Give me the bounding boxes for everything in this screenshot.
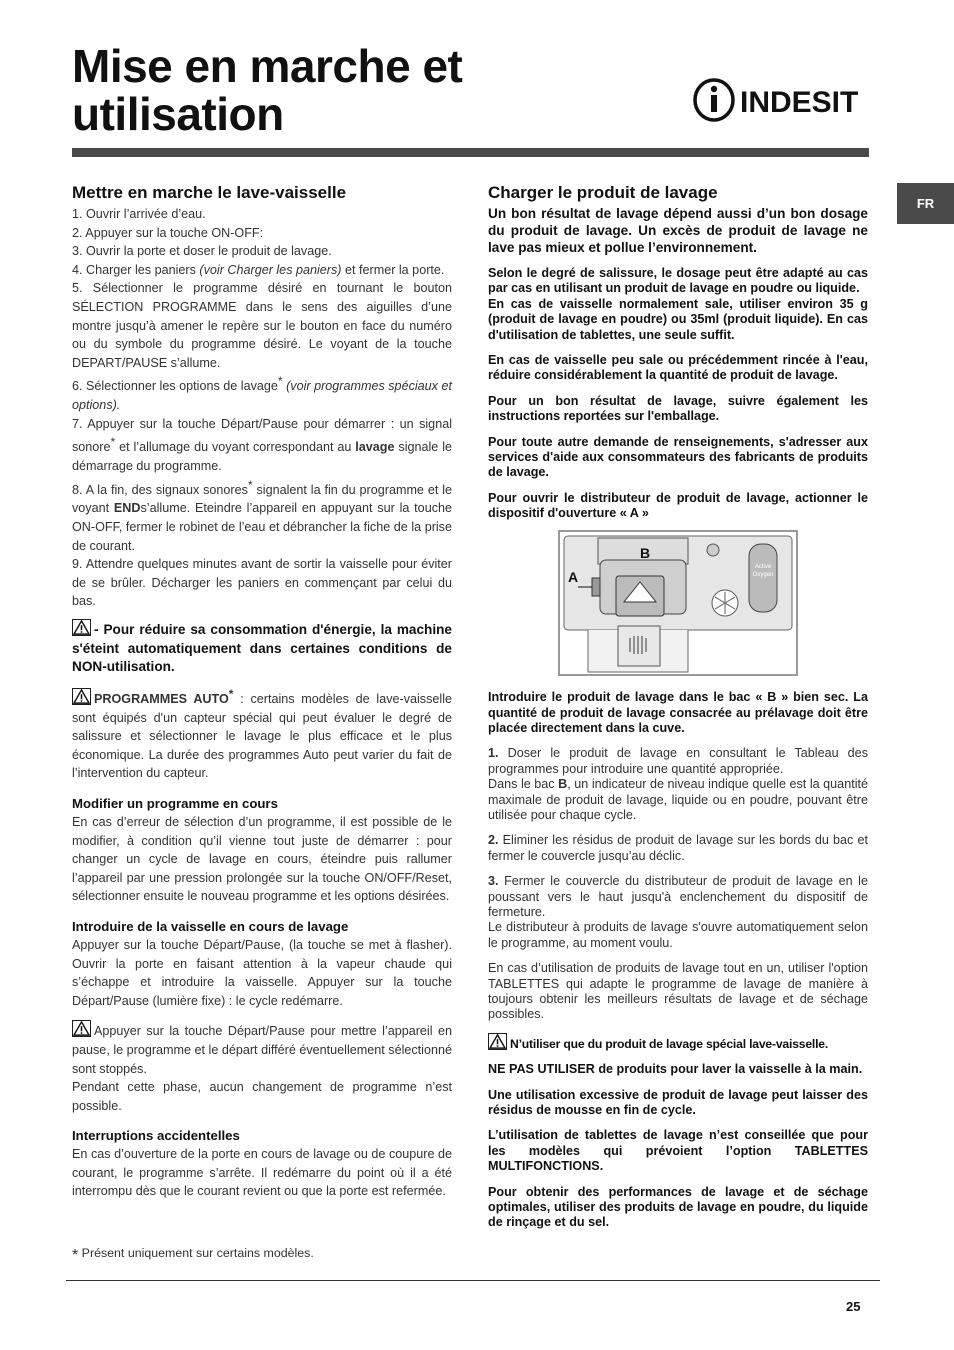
tablets-text: En cas d’utilisation de produits de lavage tout en un, utiliser l'option TABLETTES qui adapte le programme de lavage de manière à toujours obtenir les meilleurs résultats de lavage et de séchage possibles. xyxy=(488,961,868,1022)
no-hand-detergent: NE PAS UTILISER de produits pour laver la vaisselle à la main. xyxy=(488,1062,863,1077)
label-b: B xyxy=(640,544,651,561)
page-title: Mise en marche et utilisation xyxy=(72,40,463,140)
pause-text-2: Pendant cette phase, aucun changement de programme n’est possible. xyxy=(72,1080,452,1113)
modify-text: En cas d’erreur de sélection d’un programme, il est possible de le modifier, à condition qu’il vienne tout juste de démarrer : pour changer un cycle de lavage en cours, éteindre puis rallumer l’appareil par une pression prolongée sur la touche ON/OFF/Reset, sélectionner ensuite le nouveau programme et les options désirées. xyxy=(72,814,452,904)
intro-heading: Introduire de la vaisselle en cours de lavage xyxy=(72,918,349,934)
svg-text:Active: Active xyxy=(754,563,772,570)
step-9: 9. Attendre quelques minutes avant de sortir la vaisselle pour éviter de se brûler. Décharger les paniers en commençant par celui du bas. xyxy=(72,557,452,609)
page-number: 25 xyxy=(846,1299,861,1314)
instruction-1: 1. Doser le produit de lavage en consultant le Tableau des programmes pour introduire une quantité appropriée. xyxy=(488,746,868,776)
multifunction-tablets: L’utilisation de tablettes de lavage n’est conseillée que pour les modèles qui prévoient l’option TABLETTES MULTIFONCTIONS. xyxy=(488,1128,868,1174)
optimal-performance: Pour obtenir des performances de lavage et de séchage optimales, utiliser des produits de lavage en poudre, du liquide de rinçage et du sel. xyxy=(488,1184,868,1230)
warning-icon xyxy=(72,619,91,636)
left-column xyxy=(72,183,452,1201)
light-soil-text: En cas de vaisselle peu sale ou précédemment rincée à l'eau, réduire considérablement la quantité de produit de lavage. xyxy=(488,353,868,383)
section-heading-start: Mettre en marche le lave-vaisselle xyxy=(72,183,347,202)
warning-icon xyxy=(72,688,91,705)
detergent-dispenser-illustration xyxy=(558,530,798,676)
instruction-1b: Dans le bac B, un indicateur de niveau indique quelle est la quantité maximale de produit de lavage, liquide ou en poudre, pouvant être utilisée pour chaque cycle. xyxy=(488,777,868,822)
dosage-text: Selon le degré de salissure, le dosage peut être adapté au cas par cas en utilisant un produit de lavage en poudre ou liquide. xyxy=(488,266,868,296)
step-2: 2. Appuyer sur la touche ON-OFF: xyxy=(72,225,264,240)
step-4: 4. Charger les paniers (voir Charger les paniers) et fermer la porte. xyxy=(72,262,445,277)
asterisk-mark: * xyxy=(110,435,116,450)
footnote: * Présent uniquement sur certains modèles. xyxy=(72,1246,314,1264)
interrupt-text: En cas d’ouverture de la porte en cours de lavage ou de coupure de courant, le programme s’arrête. Il redémarre du point où il a été interrompu dès que le courant revient ou que la porte est refermée. xyxy=(72,1147,452,1199)
label-a: A xyxy=(568,568,579,585)
packaging-text: Pour un bon résultat de lavage, suivre également les instructions reportées sur l'emballage. xyxy=(488,393,868,424)
modify-heading: Modifier un programme en cours xyxy=(72,795,278,811)
step-3: 3. Ouvrir la porte et doser le produit de lavage. xyxy=(72,244,332,259)
interrupt-heading: Interruptions accidentelles xyxy=(72,1128,240,1144)
energy-note: - Pour réduire sa consommation d'énergie, la machine s'éteint automatiquement dans certaines conditions de NON-utilisation. xyxy=(72,619,452,677)
instruction-3b: Le distributeur à produits de lavage s'ouvre automatiquement selon le programme, au moment voulu. xyxy=(488,920,868,950)
intro-text: Appuyer sur la touche Départ/Pause, (la touche se met à flasher). Ouvrir la porte en faisant attention à la vapeur chaude qui s’échappe et introduire la vaisselle. Appuyer sur la touche Départ/Pause (lumière fixe) : le cycle redémarre. xyxy=(72,937,452,1008)
dosage-text-2: En cas de vaisselle normalement sale, utiliser environ 35 g (produit de lavage en poudre) ou 35ml (produit liquide). En cas d'utilisation de tablettes, une seule suffit. xyxy=(488,296,868,342)
step-7: 7. Appuyer sur la touche Départ/Pause pour démarrer : un signal sonore* et l’allumage du voyant correspondant au lavage signale le démarrage du programme. xyxy=(72,416,452,474)
step-8: 8. A la fin, des signaux sonores* signalent la fin du programme et le voyant ENDs’allume. Eteindre l’appareil en appuyant sur la touche ON-OFF, fermer le robinet de l’eau et débrancher la fiche de la prise de courant. xyxy=(72,477,453,553)
section-heading-detergent: Charger le produit de lavage xyxy=(488,183,718,202)
info-text: Pour toute autre demande de renseignements, s'adresser aux services d'aide aux consommateurs des fabricants de produits de lavage. xyxy=(488,434,868,480)
warning-text: N’utiliser que du produit de lavage spécial lave-vaisselle. xyxy=(488,1033,868,1052)
instruction-2: 2. Eliminer les résidus de produit de lavage sur les bords du bac et fermer le couvercle jusqu’au déclic. xyxy=(488,833,868,863)
auto-programs: PROGRAMMES AUTO* : certains modèles de lave-vaisselle sont équipés d'un capteur spécial qui peut évaluer le degré de salissure et sélectionner le lavage le plus efficace et le plus économique. La durée des programmes Auto peut varier du fait de l’intervention du capteur. xyxy=(72,686,452,781)
header-rule xyxy=(72,148,869,157)
open-dispenser-text: Pour ouvrir le distributeur de produit de lavage, actionner le dispositif d'ouverture « A » xyxy=(488,490,868,521)
footer-rule xyxy=(66,1280,880,1281)
language-tab: FR xyxy=(897,183,954,224)
lead-paragraph: Un bon résultat de lavage dépend aussi d’un bon dosage du produit de lavage. Un excès de produit de lavage ne lave pas mieux et pollue l’environnement. xyxy=(488,206,868,255)
step-6: 6. Sélectionner les options de lavage* (voir programmes spéciaux et options). xyxy=(72,374,452,413)
step-5: 5. Sélectionner le programme désiré en tournant le bouton SÉLECTION PROGRAMME dans le sens des aiguilles d’une montre jusqu’à amener le repère sur le bouton en face du numéro ou du symbole du programme désiré. Le voyant de la touche DEPART/PAUSE s’allume. xyxy=(72,281,452,370)
logo-wordmark: INDESIT xyxy=(740,86,859,119)
warning-icon xyxy=(72,1020,91,1037)
insert-detergent-text: Introduire le produit de lavage dans le bac « B » bien sec. La quantité de produit de lavage consacrée au prélavage doit être placée directement dans la cuve. xyxy=(488,690,868,735)
pause-text: Appuyer sur la touche Départ/Pause pour mettre l’appareil en pause, le programme et le départ différé éventuellement sélectionné sont stoppés. xyxy=(72,1020,452,1078)
step-1: 1. Ouvrir l’arrivée d’eau. xyxy=(72,207,206,221)
asterisk-mark: * xyxy=(277,374,283,389)
right-column xyxy=(488,183,868,1241)
excess-detergent: Une utilisation excessive de produit de lavage peut laisser des résidus de mousse en fin de cycle. xyxy=(488,1087,868,1118)
svg-text:Oxygen: Oxygen xyxy=(752,571,774,578)
indesit-logo xyxy=(693,78,868,122)
warning-icon xyxy=(488,1033,507,1050)
asterisk-mark: * xyxy=(228,686,234,701)
asterisk-mark: * xyxy=(247,477,253,492)
instruction-3: 3. Fermer le couvercle du distributeur de produit de lavage en le poussant vers le haut jusqu'à enclenchement du dispositif de fermeture. xyxy=(488,874,868,919)
